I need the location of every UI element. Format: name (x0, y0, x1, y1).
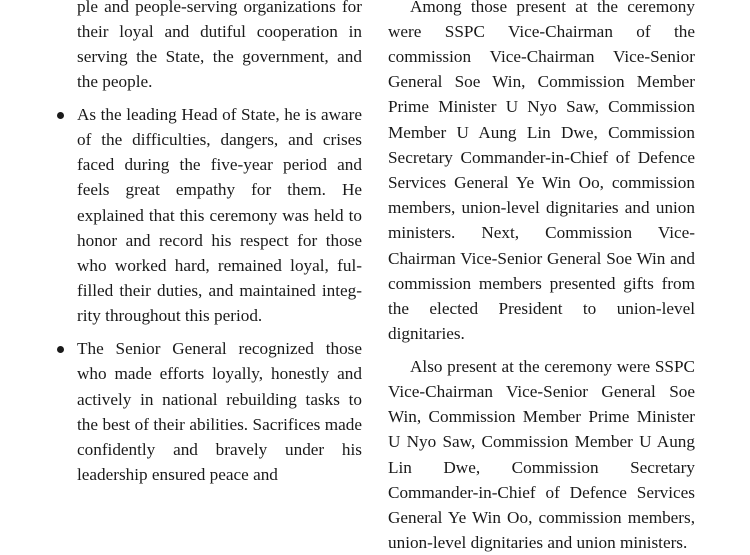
continued-paragraph: ple and people-serving organizations for their loyal and dutiful cooperation in serving the State, the government, and the people. (77, 0, 362, 92)
body-paragraph: Also present at the ceremony were SSPC Vice-Chairman Vice-Senior General Soe Win, Commission Member Prime Minister U Nyo Saw, Commission Member U Aung Lin Dwe, Commission Secretary Commander-in-Chief of Defence Services General Ye Win Oo, commission members, union-level dignitaries and union ministers. (388, 356, 695, 553)
bullet-icon (57, 346, 64, 353)
body-paragraph: Among those present at the ceremony were SSPC Vice-Chairman of the commission Vice-Chairman Vice-Senior General Soe Win, Commission Member Prime Minister U Nyo Saw, Commission Member U Aung Lin Dwe, Commission Secretary Commander-in-Chief of Defence Services General Ye Win Oo, commission members, union-level dignitaries and union ministers. Next, Commission Vice-Chairman Vice-Senior General Soe Win and commission members presented gifts from the elected President to union-level dignitaries. (388, 0, 695, 344)
bullet-text: As the leading Head of State, he is aware of the difficulties, dangers, and crises faced during the five-year period and feels great empathy for them. He explained that this ceremony was held to honor and record his respect for those who worked hard, remained loyal, fulfilled their duties, and maintained integrity throughout this period. (77, 104, 362, 326)
bullet-text: The Senior General recognized those who made efforts loyally, honestly and actively in national rebuilding tasks to the best of their abilities. Sacrifices made confidently and bravely under his leadership ensured peace and (77, 339, 362, 485)
bullet-item-senior-general (77, 336, 362, 487)
right-column (388, 0, 695, 555)
bullet-icon (57, 112, 64, 119)
bullet-item-head-of-state (77, 102, 362, 329)
left-column (77, 0, 362, 487)
